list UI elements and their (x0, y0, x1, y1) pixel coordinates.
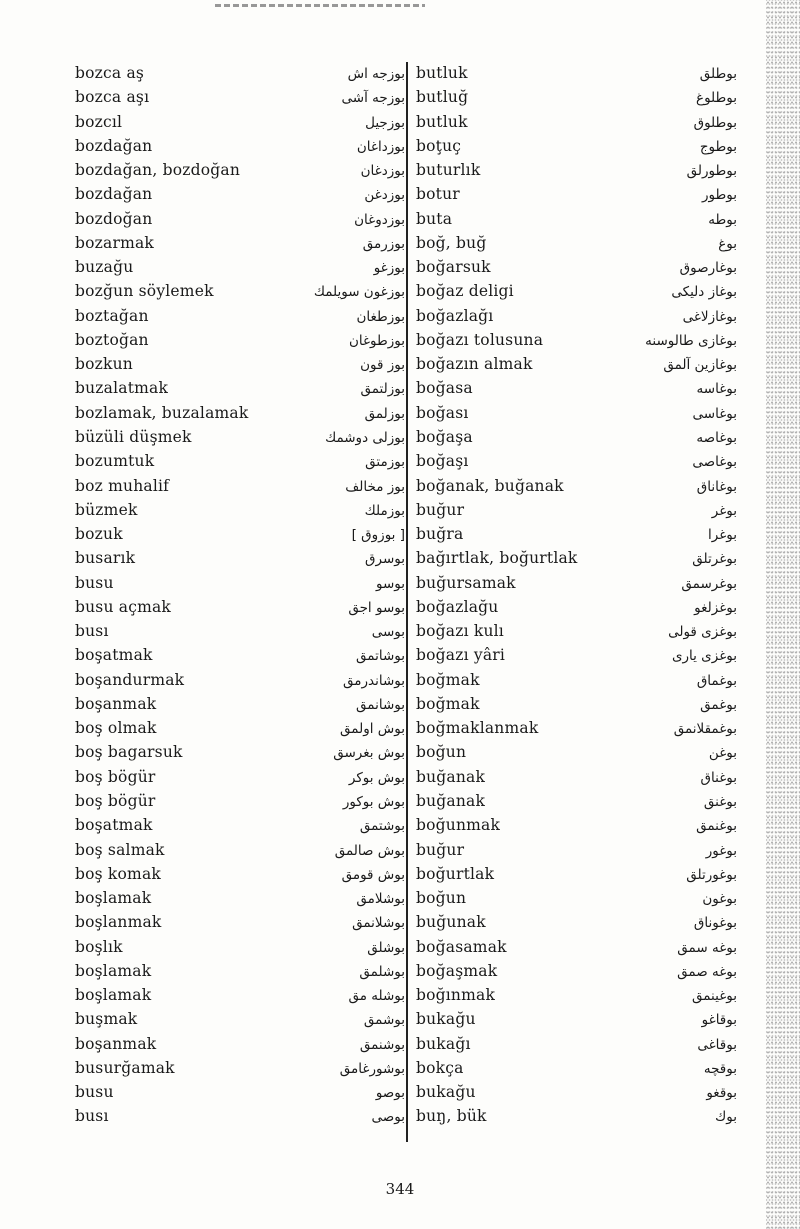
entry-latin: buğanak (416, 791, 486, 810)
entry-arabic: بوصو (375, 1085, 405, 1102)
entry-arabic: بوغزی قولی (668, 624, 737, 641)
dictionary-entry (416, 571, 737, 595)
entry-latin: boşlık (75, 937, 123, 956)
dictionary-entry (416, 546, 737, 570)
entry-arabic: بوز مخالف (345, 478, 405, 495)
entry-arabic: بوغزلغو (694, 599, 737, 616)
dictionary-entry (416, 765, 737, 789)
dictionary-entry (75, 110, 405, 134)
entry-arabic: بوغناق (700, 769, 737, 786)
entry-arabic: بوسرق (365, 551, 405, 568)
entry-latin: boğ, buğ (416, 233, 487, 252)
entry-latin: boğaşmak (416, 961, 498, 980)
entry-latin: boşlamak (75, 961, 152, 980)
entry-latin: buğursamak (416, 573, 516, 592)
entry-latin: boğmak (416, 694, 480, 713)
page-number: 344 (385, 1180, 415, 1198)
entry-arabic: بوغاصی (692, 454, 737, 471)
entry-arabic: بوقاغی (697, 1036, 737, 1053)
dictionary-entry (75, 862, 405, 886)
entry-arabic: بوطوج (699, 138, 737, 155)
entry-latin: boş bögür (75, 767, 156, 786)
entry-latin: busı (75, 1107, 109, 1126)
entry-arabic: بوش بوكور (342, 793, 405, 810)
dictionary-entry (75, 158, 405, 182)
dictionary-entry (416, 328, 737, 352)
entry-latin: boztoğan (75, 330, 149, 349)
entry-arabic: بوشنمق (359, 1036, 405, 1053)
dictionary-entry (75, 352, 405, 376)
entry-latin: buşmak (75, 1010, 138, 1029)
dictionary-entry (75, 1080, 405, 1104)
dictionary-entry (416, 619, 737, 643)
entry-latin: bağırtlak, boğurtlak (416, 549, 578, 568)
entry-latin: boğazlağu (416, 597, 499, 616)
entry-latin: boğaşa (416, 427, 473, 446)
dictionary-entry (416, 692, 737, 716)
entry-latin: bozumtuk (75, 452, 155, 471)
entry-arabic: بوش اولمق (340, 721, 405, 738)
entry-latin: bozarmak (75, 233, 155, 252)
entry-arabic: بوزلتمق (360, 381, 405, 398)
dictionary-entry (416, 1056, 737, 1080)
dictionary-entry (75, 449, 405, 473)
dictionary-entry (416, 401, 737, 425)
entry-arabic: بوطورلق (686, 163, 737, 180)
dictionary-entry (416, 1104, 737, 1128)
entry-arabic: بوطه (708, 211, 737, 228)
entry-arabic: بوش قومق (341, 866, 405, 883)
dictionary-entry (75, 692, 405, 716)
entry-arabic: بوشاتمق (356, 648, 405, 665)
entry-latin: bukağı (416, 1034, 471, 1053)
entry-arabic: بوغ (718, 235, 737, 252)
dictionary-entry (416, 716, 737, 740)
entry-arabic: بوغازلاغی (682, 308, 737, 325)
entry-arabic: بوغر (711, 502, 737, 519)
dictionary-entry (75, 61, 405, 85)
dictionary-entry (75, 279, 405, 303)
entry-latin: boş bögür (75, 791, 156, 810)
entry-arabic: بوطلوق (693, 114, 737, 131)
entry-arabic: بوغورتلق (686, 866, 737, 883)
entry-latin: buğur (416, 840, 465, 859)
dictionary-entry (75, 522, 405, 546)
dictionary-entry (416, 352, 737, 376)
dictionary-entry (416, 231, 737, 255)
entry-latin: boşandurmak (75, 670, 185, 689)
dictionary-entry (75, 1056, 405, 1080)
dictionary-entry (416, 595, 737, 619)
entry-latin: buğra (416, 525, 464, 544)
entry-arabic: بوزدغن (364, 187, 405, 204)
dictionary-entry (416, 134, 737, 158)
entry-arabic: بوغاناق (696, 478, 737, 495)
entry-latin: boşlamak (75, 889, 152, 908)
entry-latin: boz muhalif (75, 476, 170, 495)
dictionary-entry (75, 401, 405, 425)
entry-latin: boğun (416, 743, 467, 762)
entry-latin: boş salmak (75, 840, 165, 859)
entry-arabic: بوغه سمق (677, 939, 737, 956)
dictionary-entry (75, 1032, 405, 1056)
entry-arabic: بوغارصوق (679, 260, 737, 277)
entry-latin: boşatmak (75, 816, 153, 835)
entry-arabic: بوشلمق (359, 963, 405, 980)
entry-latin: boğunmak (416, 816, 501, 835)
dictionary-entry (416, 207, 737, 231)
entry-arabic: بوشله مق (348, 988, 405, 1005)
dictionary-entry (75, 765, 405, 789)
dictionary-entry (416, 1080, 737, 1104)
dictionary-entry (75, 789, 405, 813)
dictionary-entry (75, 376, 405, 400)
dictionary-entry (416, 255, 737, 279)
entry-arabic: [ بوزوق ] (351, 527, 405, 544)
dictionary-entry (75, 1007, 405, 1031)
entry-arabic: بوزجه اش (347, 66, 405, 82)
entry-arabic: بوغاسه (696, 381, 737, 398)
dictionary-entry (416, 449, 737, 473)
entry-arabic: بوغرا (708, 527, 737, 544)
entry-arabic: بوك (715, 1109, 737, 1126)
entry-latin: boğarsuk (416, 258, 491, 277)
dictionary-entry (416, 158, 737, 182)
dictionary-entry (416, 910, 737, 934)
entry-latin: busu açmak (75, 597, 172, 616)
entry-arabic: بوزطوغان (348, 332, 405, 349)
entry-arabic: بوش بوكر (348, 769, 405, 786)
entry-latin: boğanak, buğanak (416, 476, 564, 495)
dictionary-entry (75, 182, 405, 206)
dictionary-entry (416, 983, 737, 1007)
dictionary-entry (75, 425, 405, 449)
entry-arabic: بوزملك (364, 502, 405, 519)
entry-arabic: بوشلق (367, 939, 405, 956)
right-column (416, 61, 737, 1129)
entry-arabic: بوسو اجق (348, 599, 405, 616)
entry-latin: bozdağan (75, 136, 153, 155)
dictionary-entry (416, 643, 737, 667)
entry-latin: bozkun (75, 355, 133, 374)
dictionary-entry (416, 474, 737, 498)
entry-arabic: بوشمق (363, 1012, 405, 1029)
entry-latin: büzmek (75, 500, 138, 519)
entry-arabic: بوشاندرمق (342, 672, 405, 689)
dictionary-entry (75, 910, 405, 934)
dictionary-entry (416, 61, 737, 85)
entry-latin: bozğun söylemek (75, 282, 214, 301)
dictionary-entry (416, 522, 737, 546)
entry-arabic: بوغه صمق (677, 963, 737, 980)
entry-arabic: بوشلانمق (352, 915, 405, 932)
dictionary-entry (416, 110, 737, 134)
entry-arabic: بوطور (702, 187, 737, 204)
dictionary-entry (75, 619, 405, 643)
entry-arabic: بوزغو (373, 260, 405, 277)
dictionary-entry (75, 716, 405, 740)
entry-arabic: بوغنق (703, 793, 737, 810)
entry-latin: botur (416, 185, 460, 204)
entry-arabic: بوشورغامق (339, 1060, 405, 1077)
entry-latin: boş komak (75, 864, 161, 883)
entry-arabic: بوغنمق (696, 818, 737, 835)
entry-arabic: بوغمق (700, 696, 737, 713)
dictionary-entry (75, 740, 405, 764)
entry-arabic: بوزجه آشی (341, 90, 405, 107)
entry-latin: boşatmak (75, 646, 153, 665)
dictionary-entry (75, 983, 405, 1007)
entry-latin: bozcıl (75, 112, 123, 131)
entry-arabic: بوزمتق (365, 454, 405, 471)
column-divider (406, 62, 408, 1142)
entry-arabic: بوقاغو (701, 1012, 737, 1029)
entry-arabic: بوغزی یاری (671, 648, 737, 665)
entry-latin: bozca aş (75, 64, 145, 82)
dictionary-entry (75, 134, 405, 158)
entry-latin: boğun (416, 889, 467, 908)
dictionary-entry (75, 571, 405, 595)
entry-arabic: بوقغو (706, 1085, 737, 1102)
entry-latin: bozuk (75, 525, 123, 544)
entry-latin: boğası (416, 403, 469, 422)
page-edge-scan-noise (766, 0, 800, 1229)
dictionary-entry (75, 498, 405, 522)
entry-latin: bozdağan, bozdoğan (75, 161, 241, 180)
entry-latin: boş olmak (75, 719, 157, 738)
entry-arabic: بوغاسی (692, 405, 737, 422)
entry-latin: boğmaklanmak (416, 719, 539, 738)
entry-arabic: بوغن (708, 745, 737, 762)
entry-arabic: بوغوناق (693, 915, 737, 932)
dictionary-entry (75, 959, 405, 983)
dictionary-entry (416, 813, 737, 837)
entry-latin: boğurtlak (416, 864, 495, 883)
dictionary-entry (75, 643, 405, 667)
entry-latin: buğunak (416, 913, 486, 932)
entry-arabic: بوطلوغ (696, 90, 737, 107)
entry-arabic: بوغمقلانمق (673, 721, 737, 738)
entry-arabic: بوزداغان (356, 138, 405, 155)
entry-arabic: بوغازین آلمق (663, 357, 737, 374)
entry-arabic: بوزدغان (360, 163, 405, 180)
entry-arabic: بوصی (371, 1109, 405, 1126)
entry-latin: buzağu (75, 258, 134, 277)
dictionary-entry (75, 595, 405, 619)
entry-arabic: بوش صالمق (334, 842, 405, 859)
entry-arabic: بوغماق (696, 672, 737, 689)
entry-latin: boğazı kulı (416, 622, 504, 641)
dictionary-entry (416, 279, 737, 303)
entry-latin: buturlık (416, 161, 481, 180)
dictionary-entry (75, 207, 405, 231)
entry-latin: boş bagarsuk (75, 743, 183, 762)
entry-latin: boğazın almak (416, 355, 533, 374)
entry-arabic: بوشلامق (356, 891, 405, 908)
dictionary-entry (75, 1104, 405, 1128)
entry-arabic: بوزرمق (362, 235, 405, 252)
dictionary-entry (416, 182, 737, 206)
dictionary-entry (75, 231, 405, 255)
entry-latin: bozdoğan (75, 209, 153, 228)
dictionary-entry (75, 255, 405, 279)
dictionary-entry (416, 862, 737, 886)
entry-arabic: بوغون (702, 891, 737, 908)
entry-latin: busurğamak (75, 1058, 175, 1077)
entry-arabic: بوش بغرسق (333, 745, 405, 762)
dictionary-entry (75, 935, 405, 959)
entry-latin: boğaşı (416, 452, 469, 471)
entry-arabic: بوزلی دوشمك (325, 429, 405, 446)
dictionary-entry (75, 85, 405, 109)
dictionary-entry (416, 1032, 737, 1056)
entry-arabic: بوغینمق (691, 988, 737, 1005)
dictionary-entry (416, 376, 737, 400)
dictionary-entry (75, 304, 405, 328)
entry-arabic: بوز قون (360, 357, 405, 374)
entry-latin: boşanmak (75, 1034, 157, 1053)
entry-arabic: بوغاصه (696, 429, 737, 446)
dictionary-entry (416, 425, 737, 449)
entry-latin: butluk (416, 64, 468, 82)
dictionary-entry (416, 838, 737, 862)
entry-latin: boşlanmak (75, 913, 162, 932)
entry-latin: boztağan (75, 306, 149, 325)
entry-latin: bukağu (416, 1083, 476, 1102)
entry-latin: buta (416, 209, 453, 228)
entry-latin: boğmak (416, 670, 480, 689)
dictionary-entry (75, 813, 405, 837)
entry-latin: butluğ (416, 88, 469, 107)
entry-latin: buğur (416, 500, 465, 519)
dictionary-entry (416, 886, 737, 910)
entry-latin: bukağu (416, 1010, 476, 1029)
entry-latin: boğasa (416, 379, 473, 398)
entry-arabic: بوغاز دلیكی (671, 284, 737, 301)
entry-latin: boğazı yâri (416, 646, 506, 665)
dictionary-entry (416, 498, 737, 522)
entry-latin: busu (75, 1083, 114, 1102)
entry-arabic: بوقچه (703, 1060, 737, 1077)
dictionary-entry (416, 935, 737, 959)
entry-latin: büzüli düşmek (75, 427, 192, 446)
entry-latin: boşlamak (75, 986, 152, 1005)
entry-arabic: بوزجیل (365, 114, 405, 131)
entry-arabic: بوغازی طالوسنه (645, 332, 737, 349)
entry-latin: bozdağan (75, 185, 153, 204)
dictionary-entry (75, 668, 405, 692)
entry-arabic: بوطلق (699, 66, 737, 82)
entry-arabic: بوسی (371, 624, 405, 641)
left-column (75, 61, 405, 1129)
dictionary-entry (75, 328, 405, 352)
entry-latin: butluk (416, 112, 468, 131)
dictionary-entry (416, 85, 737, 109)
dictionary-entry (416, 668, 737, 692)
entry-arabic: بوغرسمق (681, 575, 737, 592)
entry-latin: bozlamak, buzalamak (75, 403, 249, 422)
entry-latin: boğaz deligi (416, 282, 514, 301)
entry-latin: busı (75, 622, 109, 641)
entry-latin: boğazlağı (416, 306, 494, 325)
entry-arabic: بوزلمق (364, 405, 405, 422)
entry-arabic: بوزدوغان (354, 211, 405, 228)
entry-latin: busu (75, 573, 114, 592)
dictionary-entry (416, 740, 737, 764)
dictionary-entry (416, 304, 737, 328)
entry-latin: buzalatmak (75, 379, 169, 398)
dictionary-entry (416, 789, 737, 813)
entry-latin: bokça (416, 1058, 464, 1077)
entry-latin: busarık (75, 549, 136, 568)
entry-latin: boğazı tolusuna (416, 330, 544, 349)
entry-arabic: بوشانمق (356, 696, 405, 713)
entry-arabic: بوسو (375, 575, 405, 592)
entry-latin: bozca aşı (75, 88, 150, 107)
dictionary-entry (75, 838, 405, 862)
dictionary-entry (416, 1007, 737, 1031)
dictionary-entry (416, 959, 737, 983)
dictionary-entry (75, 546, 405, 570)
entry-latin: boğasamak (416, 937, 507, 956)
entry-arabic: بوغور (705, 842, 737, 859)
dictionary-entry (75, 474, 405, 498)
entry-arabic: بوزغون سویلمك (313, 284, 405, 301)
dictionary-entry (75, 886, 405, 910)
entry-latin: boşanmak (75, 694, 157, 713)
entry-arabic: بوغرتلق (692, 551, 737, 568)
entry-arabic: بوزطغان (356, 308, 405, 325)
entry-latin: boţuç (416, 136, 462, 155)
entry-latin: boğınmak (416, 986, 496, 1005)
entry-latin: buŋ, bük (416, 1107, 487, 1126)
entry-latin: buğanak (416, 767, 486, 786)
entry-arabic: بوشتمق (359, 818, 405, 835)
top-edge-rule (215, 4, 425, 7)
